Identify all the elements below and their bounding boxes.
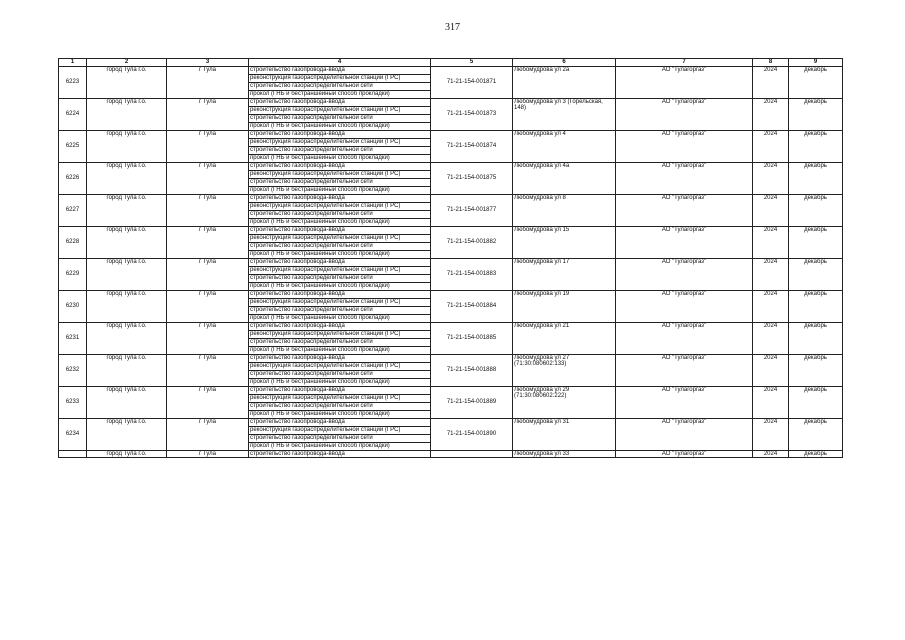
address-cell: Любомудрова ул 33 — [513, 451, 616, 458]
work-item-cell: строительство газораспределительной сети — [249, 275, 431, 283]
work-item-cell: прокол (ГНБ и бестраншейный способ прокладки) — [249, 347, 431, 355]
month-cell: декабрь — [789, 195, 843, 227]
work-item-cell: строительство газораспределительной сети — [249, 307, 431, 315]
city-cell: г Тула — [167, 195, 249, 227]
row-number-cell: 6230 — [59, 291, 87, 323]
work-item-cell: реконструкция газораспределительной станции (ГРС) — [249, 171, 431, 179]
address-cell: Любомудрова ул 4 — [513, 131, 616, 163]
table-row — [59, 67, 843, 75]
code-cell: 71-21-154-001875 — [431, 163, 513, 195]
city-cell: г Тула — [167, 387, 249, 419]
row-number-cell: 6223 — [59, 67, 87, 99]
district-cell: город Тула г.о. — [87, 131, 167, 163]
column-header: 1 — [59, 59, 87, 67]
work-item-cell: реконструкция газораспределительной станции (ГРС) — [249, 107, 431, 115]
work-item-cell: строительство газораспределительной сети — [249, 243, 431, 251]
work-item-cell: строительство газораспределительной сети — [249, 211, 431, 219]
city-cell: г Тула — [167, 259, 249, 291]
row-number-cell: 6226 — [59, 163, 87, 195]
organization-cell: АО "Тулагоргаз" — [616, 291, 753, 323]
address-cell: Любомудрова ул 19 — [513, 291, 616, 323]
work-item-cell: строительство газопровода-ввода — [249, 451, 431, 458]
work-item-cell: строительство газопровода-ввода — [249, 67, 431, 75]
work-item-cell: прокол (ГНБ и бестраншейный способ прокладки) — [249, 443, 431, 451]
district-cell: город Тула г.о. — [87, 419, 167, 451]
work-item-cell: строительство газопровода-ввода — [249, 355, 431, 363]
city-cell: г Тула — [167, 131, 249, 163]
month-cell: декабрь — [789, 419, 843, 451]
address-cell: Любомудрова ул 17 — [513, 259, 616, 291]
work-item-cell: строительство газораспределительной сети — [249, 435, 431, 443]
row-number-cell: 6225 — [59, 131, 87, 163]
district-cell: город Тула г.о. — [87, 323, 167, 355]
table-row — [59, 259, 843, 267]
table-row — [59, 291, 843, 299]
address-cell: Любомудрова ул 8 — [513, 195, 616, 227]
district-cell: город Тула г.о. — [87, 195, 167, 227]
year-cell: 2024 — [753, 291, 789, 323]
page-number: 317 — [445, 22, 460, 33]
work-item-cell: прокол (ГНБ и бестраншейный способ прокладки) — [249, 379, 431, 387]
month-cell: декабрь — [789, 451, 843, 458]
month-cell: декабрь — [789, 131, 843, 163]
city-cell: г Тула — [167, 419, 249, 451]
code-cell: 71-21-154-001888 — [431, 355, 513, 387]
organization-cell: АО "Тулагоргаз" — [616, 99, 753, 131]
row-number-cell: 6229 — [59, 259, 87, 291]
table-row-partial — [59, 451, 843, 458]
column-header: 7 — [616, 59, 753, 67]
work-item-cell: строительство газораспределительной сети — [249, 147, 431, 155]
organization-cell: АО "Тулагоргаз" — [616, 259, 753, 291]
city-cell: г Тула — [167, 163, 249, 195]
row-number-cell: 6227 — [59, 195, 87, 227]
header-row — [59, 59, 843, 67]
work-item-cell: строительство газопровода-ввода — [249, 387, 431, 395]
year-cell: 2024 — [753, 99, 789, 131]
table-row — [59, 355, 843, 363]
address-cell: Любомудрова ул 27 (71:30:080602:133) — [513, 355, 616, 387]
month-cell: декабрь — [789, 99, 843, 131]
year-cell: 2024 — [753, 387, 789, 419]
district-cell: город Тула г.о. — [87, 227, 167, 259]
city-cell: г Тула — [167, 291, 249, 323]
district-cell: город Тула г.о. — [87, 67, 167, 99]
row-number-cell: 6232 — [59, 355, 87, 387]
organization-cell: АО "Тулагоргаз" — [616, 131, 753, 163]
month-cell: декабрь — [789, 67, 843, 99]
work-item-cell: строительство газопровода-ввода — [249, 99, 431, 107]
address-cell: Любомудрова ул 15 — [513, 227, 616, 259]
code-cell: 71-21-154-001882 — [431, 227, 513, 259]
table-row — [59, 227, 843, 235]
row-number-cell: 6234 — [59, 419, 87, 451]
district-cell: город Тула г.о. — [87, 387, 167, 419]
work-item-cell: строительство газопровода-ввода — [249, 291, 431, 299]
year-cell: 2024 — [753, 355, 789, 387]
year-cell: 2024 — [753, 195, 789, 227]
work-item-cell: строительство газопровода-ввода — [249, 227, 431, 235]
table-row — [59, 387, 843, 395]
table-row — [59, 323, 843, 331]
row-number-cell: 6233 — [59, 387, 87, 419]
year-cell: 2024 — [753, 227, 789, 259]
work-item-cell: прокол (ГНБ и бестраншейный способ прокладки) — [249, 283, 431, 291]
month-cell: декабрь — [789, 259, 843, 291]
column-header: 9 — [789, 59, 843, 67]
code-cell — [431, 451, 513, 458]
address-cell: Любомудрова ул 31 — [513, 419, 616, 451]
code-cell: 71-21-154-001885 — [431, 323, 513, 355]
organization-cell: АО "Тулагоргаз" — [616, 323, 753, 355]
work-item-cell: реконструкция газораспределительной станции (ГРС) — [249, 299, 431, 307]
code-cell: 71-21-154-001890 — [431, 419, 513, 451]
district-cell: город Тула г.о. — [87, 355, 167, 387]
code-cell: 71-21-154-001877 — [431, 195, 513, 227]
code-cell: 71-21-154-001883 — [431, 259, 513, 291]
table-row — [59, 195, 843, 203]
code-cell: 71-21-154-001889 — [431, 387, 513, 419]
address-cell: Любомудрова ул 2а — [513, 67, 616, 99]
work-item-cell: прокол (ГНБ и бестраншейный способ прокладки) — [249, 187, 431, 195]
code-cell: 71-21-154-001873 — [431, 99, 513, 131]
column-header: 3 — [167, 59, 249, 67]
work-item-cell: реконструкция газораспределительной станции (ГРС) — [249, 395, 431, 403]
address-cell: Любомудрова ул 29 (71:30:080602:222) — [513, 387, 616, 419]
row-number-cell — [59, 451, 87, 458]
work-item-cell: строительство газораспределительной сети — [249, 403, 431, 411]
work-item-cell: реконструкция газораспределительной станции (ГРС) — [249, 331, 431, 339]
work-item-cell: строительство газопровода-ввода — [249, 323, 431, 331]
year-cell: 2024 — [753, 131, 789, 163]
district-cell: город Тула г.о. — [87, 291, 167, 323]
work-item-cell: реконструкция газораспределительной станции (ГРС) — [249, 267, 431, 275]
work-item-cell: прокол (ГНБ и бестраншейный способ прокладки) — [249, 155, 431, 163]
month-cell: декабрь — [789, 291, 843, 323]
work-item-cell: прокол (ГНБ и бестраншейный способ прокладки) — [249, 219, 431, 227]
work-item-cell: строительство газораспределительной сети — [249, 115, 431, 123]
work-item-cell: строительство газораспределительной сети — [249, 339, 431, 347]
work-item-cell: реконструкция газораспределительной станции (ГРС) — [249, 75, 431, 83]
city-cell: г Тула — [167, 355, 249, 387]
work-item-cell: строительство газопровода-ввода — [249, 419, 431, 427]
work-item-cell: реконструкция газораспределительной станции (ГРС) — [249, 363, 431, 371]
column-header: 2 — [87, 59, 167, 67]
work-item-cell: строительство газораспределительной сети — [249, 83, 431, 91]
work-item-cell: прокол (ГНБ и бестраншейный способ прокладки) — [249, 315, 431, 323]
work-item-cell: реконструкция газораспределительной станции (ГРС) — [249, 203, 431, 211]
work-item-cell: строительство газопровода-ввода — [249, 195, 431, 203]
organization-cell: АО "Тулагоргаз" — [616, 355, 753, 387]
table-row — [59, 99, 843, 107]
district-cell: город Тула г.о. — [87, 99, 167, 131]
gas-works-table — [58, 58, 843, 458]
row-number-cell: 6228 — [59, 227, 87, 259]
organization-cell: АО "Тулагоргаз" — [616, 163, 753, 195]
work-item-cell: реконструкция газораспределительной станции (ГРС) — [249, 139, 431, 147]
row-number-cell: 6231 — [59, 323, 87, 355]
organization-cell: АО "Тулагоргаз" — [616, 227, 753, 259]
month-cell: декабрь — [789, 387, 843, 419]
work-item-cell: строительство газораспределительной сети — [249, 371, 431, 379]
city-cell: г Тула — [167, 227, 249, 259]
organization-cell: АО "Тулагоргаз" — [616, 419, 753, 451]
city-cell: г Тула — [167, 451, 249, 458]
code-cell: 71-21-154-001884 — [431, 291, 513, 323]
address-cell: Любомудрова ул 21 — [513, 323, 616, 355]
address-cell: Любомудрова ул 4а — [513, 163, 616, 195]
work-item-cell: прокол (ГНБ и бестраншейный способ прокладки) — [249, 251, 431, 259]
work-item-cell: прокол (ГНБ и бестраншейный способ прокладки) — [249, 123, 431, 131]
work-item-cell: строительство газораспределительной сети — [249, 179, 431, 187]
year-cell: 2024 — [753, 323, 789, 355]
table-row — [59, 163, 843, 171]
address-cell: Любомудрова ул 3 (Горельская, 148) — [513, 99, 616, 131]
year-cell: 2024 — [753, 67, 789, 99]
code-cell: 71-21-154-001871 — [431, 67, 513, 99]
work-item-cell: реконструкция газораспределительной станции (ГРС) — [249, 427, 431, 435]
work-item-cell: реконструкция газораспределительной станции (ГРС) — [249, 235, 431, 243]
column-header: 4 — [249, 59, 431, 67]
city-cell: г Тула — [167, 67, 249, 99]
district-cell: город Тула г.о. — [87, 163, 167, 195]
year-cell: 2024 — [753, 419, 789, 451]
month-cell: декабрь — [789, 323, 843, 355]
work-item-cell: строительство газопровода-ввода — [249, 131, 431, 139]
row-number-cell: 6224 — [59, 99, 87, 131]
table-row — [59, 419, 843, 427]
code-cell: 71-21-154-001874 — [431, 131, 513, 163]
district-cell: город Тула г.о. — [87, 451, 167, 458]
work-item-cell: прокол (ГНБ и бестраншейный способ прокладки) — [249, 411, 431, 419]
work-item-cell: строительство газопровода-ввода — [249, 259, 431, 267]
organization-cell: АО "Тулагоргаз" — [616, 451, 753, 458]
year-cell: 2024 — [753, 163, 789, 195]
column-header: 8 — [753, 59, 789, 67]
organization-cell: АО "Тулагоргаз" — [616, 387, 753, 419]
organization-cell: АО "Тулагоргаз" — [616, 195, 753, 227]
month-cell: декабрь — [789, 227, 843, 259]
month-cell: декабрь — [789, 355, 843, 387]
column-header: 6 — [513, 59, 616, 67]
work-item-cell: прокол (ГНБ и бестраншейный способ прокладки) — [249, 91, 431, 99]
district-cell: город Тула г.о. — [87, 259, 167, 291]
column-header: 5 — [431, 59, 513, 67]
table-row — [59, 131, 843, 139]
work-item-cell: строительство газопровода-ввода — [249, 163, 431, 171]
city-cell: г Тула — [167, 99, 249, 131]
month-cell: декабрь — [789, 163, 843, 195]
year-cell: 2024 — [753, 451, 789, 458]
city-cell: г Тула — [167, 323, 249, 355]
year-cell: 2024 — [753, 259, 789, 291]
organization-cell: АО "Тулагоргаз" — [616, 67, 753, 99]
